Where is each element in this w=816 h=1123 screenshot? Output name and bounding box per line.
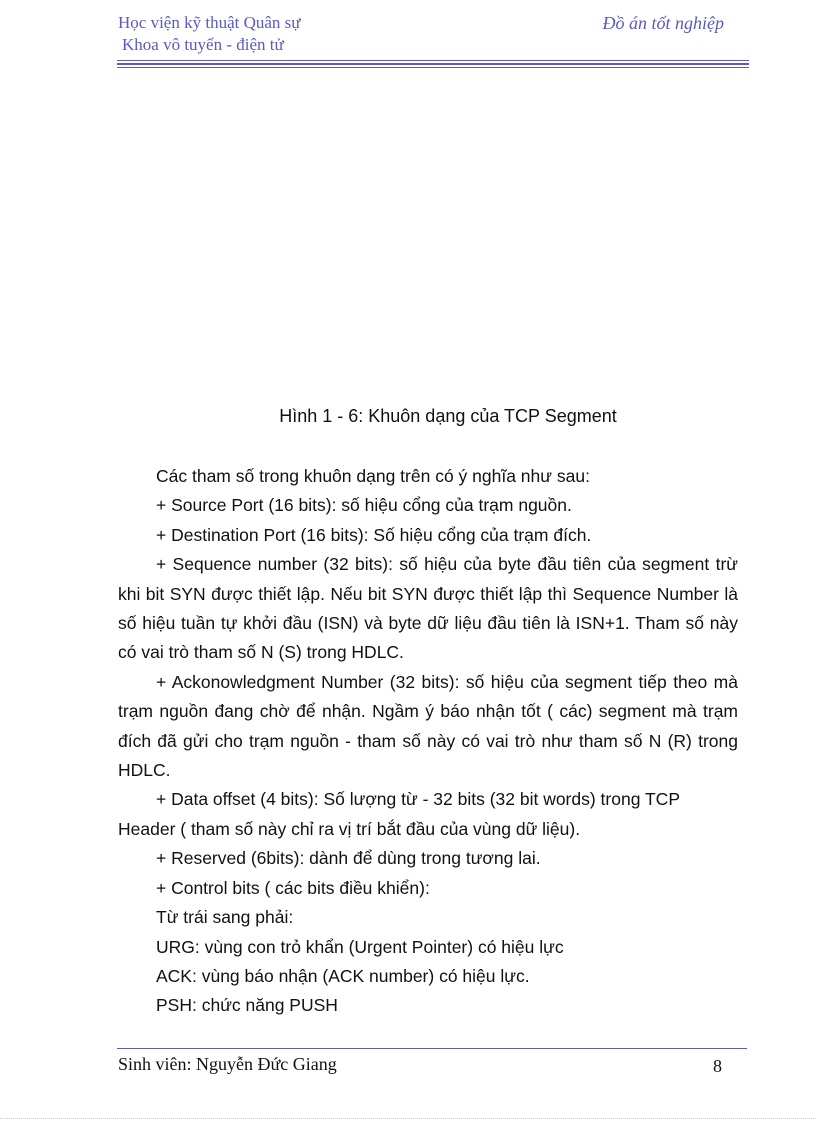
student-name: Sinh viên: Nguyễn Đức Giang [118,1054,337,1074]
paragraph: PSH: chức năng PUSH [156,995,338,1016]
paragraph: + Source Port (16 bits): số hiệu cổng của trạm nguồn. [156,495,572,516]
faculty-name: Khoa vô tuyến - điện tử [122,35,284,54]
body-text [118,462,738,1021]
document-type: Đồ án tốt nghiệp [602,13,724,33]
header-divider [117,67,749,68]
paragraph: + Destination Port (16 bits): Số hiệu cổng của trạm đích. [156,524,592,545]
paragraph: URG: vùng con trỏ khẩn (Urgent Pointer) có hiệu lực [156,936,564,957]
header-divider [117,63,749,65]
institution-name: Học viện kỹ thuật Quân sự [118,13,301,32]
page-bottom-border [0,1118,816,1119]
paragraph: + Data offset (4 bits): Số lượng từ - 32 bits (32 bit words) trong TCP Header ( tham số này chỉ ra vị trí bắt đầu của vùng dữ liệu). [118,789,680,839]
header-divider [117,60,749,61]
footer-divider [117,1048,747,1049]
figure-caption: Hình 1 - 6: Khuôn dạng của TCP Segment [279,406,617,426]
paragraph: Từ trái sang phải: [156,907,294,928]
paragraph: + Ackonowledgment Number (32 bits): số hiệu của segment tiếp theo mà trạm nguồn đang chờ để nhận. Ngầm ý báo nhận tốt ( các) segment mà trạm đích đã gửi cho trạm nguồn - tham số này có vai trò như tham số N (R) trong HDLC. [118,671,738,781]
paragraph: Các tham số trong khuôn dạng trên có ý nghĩa như sau: [156,466,590,486]
page-header-left [118,12,300,56]
paragraph: + Control bits ( các bits điều khiển): [156,877,430,898]
paragraph: + Reserved (6bits): dành để dùng trong tương lai. [156,848,541,869]
paragraph: ACK: vùng báo nhận (ACK number) có hiệu lực. [156,965,530,986]
page-number: 8 [713,1056,722,1076]
paragraph: + Sequence number (32 bits): số hiệu của byte đầu tiên của segment trừ khi bit SYN được thiết lập. Nếu bit SYN được thiết lập thì Sequence Number là số hiệu tuần tự khởi đầu (ISN) và byte dữ liệu đầu tiên là ISN+1. Tham số này có vai trò tham số N (S) trong HDLC. [118,554,738,663]
